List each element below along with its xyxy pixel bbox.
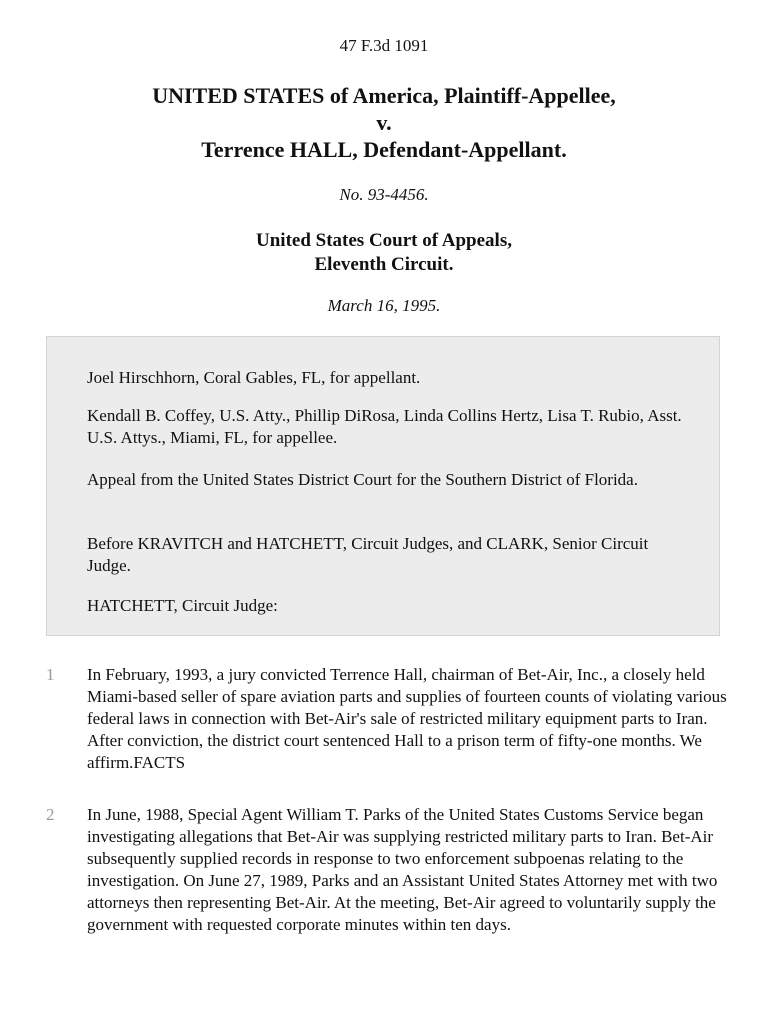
opinion-author: HATCHETT, Circuit Judge:: [87, 596, 278, 615]
case-caption: [0, 82, 768, 163]
appellee-counsel: Kendall B. Coffey, U.S. Atty., Phillip DiRosa, Linda Collins Hertz, Lisa T. Rubio, Asst. U.S. Attys., Miami, FL, for appellee.: [87, 406, 682, 447]
caption-defendant: Terrence HALL, Defendant-Appellant.: [201, 137, 567, 162]
paragraph-number: 1: [46, 665, 55, 684]
paragraph-text: In June, 1988, Special Agent William T. Parks of the United States Customs Service began investigating allegations that Bet-Air was supplying restricted military parts to Iran. Bet-Air subsequently supplied records in response to two enforcement subpoenas relating to the investigation. On June 27, 1989, Parks and an Assistant United States Attorney met with two attorneys then representing Bet-Air. At the meeting, Bet-Air agreed to voluntarily supply the government with requested corporate minutes within ten days.: [87, 805, 718, 934]
court-line-2: Eleventh Circuit.: [314, 254, 454, 275]
docket-number: No. 93-4456.: [339, 185, 429, 204]
court-line-1: United States Court of Appeals,: [256, 230, 512, 251]
appellant-counsel: Joel Hirschhorn, Coral Gables, FL, for appellant.: [87, 368, 421, 387]
paragraph-number: 2: [46, 805, 55, 824]
court-name: [0, 229, 768, 277]
paragraph-text: In February, 1993, a jury convicted Terrence Hall, chairman of Bet-Air, Inc., a closely held Miami-based seller of spare aviation parts and supplies of fourteen counts of violating various federal laws in connection with Bet-Air's sale of restricted military equipment parts to Iran. After conviction, the district court sentenced Hall to a prison term of fifty-one months. We affirm.FACTS: [87, 665, 727, 772]
caption-versus: v.: [376, 110, 392, 135]
citation: 47 F.3d 1091: [339, 36, 429, 55]
appeal-from: Appeal from the United States District Court for the Southern District of Florida.: [87, 470, 638, 489]
panel-judges: Before KRAVITCH and HATCHETT, Circuit Judges, and CLARK, Senior Circuit Judge.: [87, 534, 649, 575]
counsel-info-box: [46, 336, 720, 636]
decision-date: March 16, 1995.: [327, 296, 441, 315]
caption-plaintiff: UNITED STATES of America, Plaintiff-Appellee,: [152, 83, 616, 108]
